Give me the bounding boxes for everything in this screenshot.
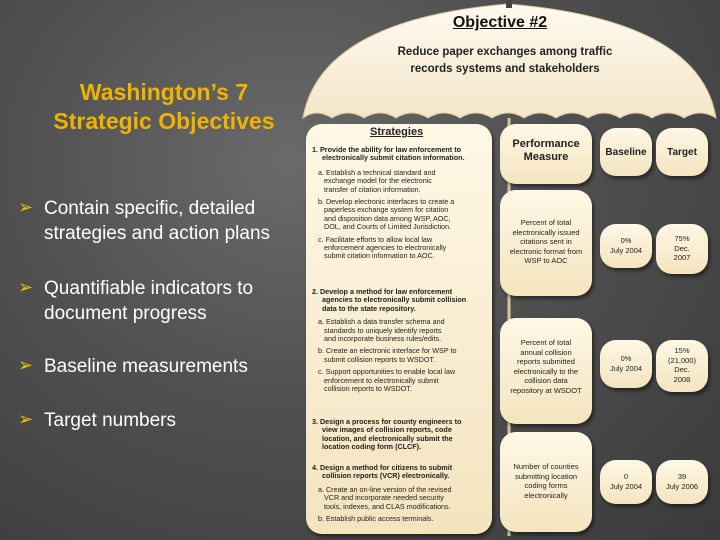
objective-desc-line: records systems and stakeholders — [410, 63, 600, 75]
strategy-sub: b. Create an electronic interface for WSP to submit collision reports to WSDOT. — [318, 346, 457, 364]
strategy-sub: b. Establish public access terminals. — [318, 514, 434, 524]
bullet-text: Target numbers — [44, 410, 177, 431]
objective-desc-line: Reduce paper exchanges among traffic — [397, 46, 613, 58]
strategy-sub: a. Establish a technical standard and exchange model for the electronic transfer of citation information. — [318, 167, 436, 194]
objective-description — [375, 44, 635, 78]
strategy-sub: a. Establish a data transfer schema and standards to uniquely identify reports and incorporate business rules/edits. — [318, 317, 445, 344]
arrow-bullet-icon: ➢ — [18, 409, 34, 429]
bullet-text: Quantifiable indicators to — [44, 278, 254, 299]
target-cell: 39 July 2006 — [656, 460, 708, 504]
bullet-item — [18, 408, 176, 433]
measure-cell: Number of counties submitting location coding forms electronically — [500, 432, 592, 532]
strategy-sub: c. Support opportunities to enable local law enforcement to electronically submit collision reports to WSDOT. — [318, 367, 456, 394]
bullet-text: document progress — [44, 303, 207, 324]
bullet-item — [18, 276, 253, 326]
umbrella-tip — [506, 0, 512, 8]
strategy-sub: a. Create an on-line version of the revised VCR and incorporate needed security tools, indexes, and CLAS modifications. — [318, 484, 452, 511]
arrow-bullet-icon: ➢ — [18, 355, 34, 375]
objective-title: Objective #2 — [452, 14, 548, 31]
baseline-cell: 0% July 2004 — [600, 224, 652, 268]
strategy-sub: b. Develop electronic interfaces to create a paperless exchange system for citation and disposition data among WSP, AOC, DOL, and Courts of Limited Jurisdiction. — [318, 197, 455, 232]
baseline-header: Baseline — [600, 128, 652, 176]
measure-cell: Percent of total electronically issued citations sent in electronic format from WSP to AOC — [500, 190, 592, 296]
strategies-panel — [306, 124, 492, 534]
strategy-1 — [312, 146, 492, 261]
strategy-text: 3. Design a process for county engineers to view images of collision reports, code location, and electronically submit the location coding form (CLCF). — [312, 417, 462, 452]
bullet-item — [18, 196, 270, 246]
strategy-2 — [312, 288, 492, 393]
title-line-1: Washington’s 7 — [79, 79, 249, 105]
slide-title — [14, 78, 314, 136]
performance-measure-header: Performance Measure — [500, 124, 592, 184]
bullet-text: Baseline measurements — [44, 356, 248, 377]
strategy-text: 4. Design a method for citizens to submit collision reports (VCR) electronically. — [312, 463, 453, 481]
title-line-2: Strategic Objectives — [53, 108, 275, 134]
target-cell: 75% Dec. 2007 — [656, 224, 708, 274]
arrow-bullet-icon: ➢ — [18, 277, 34, 297]
baseline-cell: 0% July 2004 — [600, 340, 652, 388]
baseline-cell: 0 July 2004 — [600, 460, 652, 504]
arrow-bullet-icon: ➢ — [18, 197, 34, 217]
bullet-item — [18, 354, 248, 379]
strategies-header: Strategies — [370, 126, 424, 138]
target-cell: 15% (21,000) Dec. 2008 — [656, 340, 708, 392]
strategy-4 — [312, 464, 492, 523]
strategy-text: 2. Develop a method for law enforcement agencies to electronically submit collision data to the state repository. — [312, 287, 467, 313]
target-header: Target — [656, 128, 708, 176]
strategy-3 — [312, 418, 492, 452]
strategy-text: 1. Provide the ability for law enforcement to electronically submit citation information. — [312, 145, 465, 163]
bullet-text: strategies and action plans — [44, 223, 271, 244]
strategy-sub: c. Facilitate efforts to allow local law enforcement agencies to electronically submit citation information to AOC. — [318, 234, 447, 261]
measure-cell: Percent of total annual collision reports submitted electronically to the collision data repository at WSDOT — [500, 318, 592, 424]
bullet-text: Contain specific, detailed — [44, 198, 256, 219]
